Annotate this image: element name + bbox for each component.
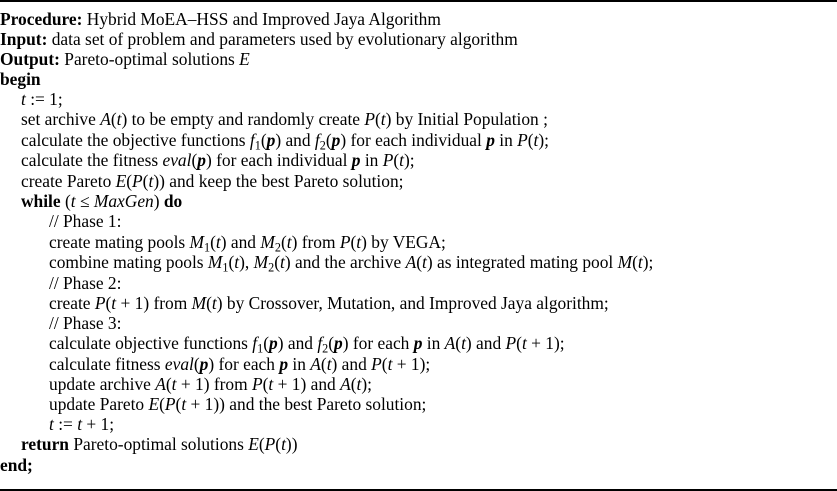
procedure-text: Hybrid MoEA–HSS and Improved Jaya Algorithm <box>86 9 441 29</box>
code-line-objectives: calculate the objective functions $f_1(p)$ and $f_2(p)$ for each individual p in P(t); <box>21 130 550 153</box>
return-keyword: return <box>21 434 69 454</box>
phase2-comment: // Phase 2: <box>49 273 122 293</box>
output-line <box>0 49 250 69</box>
code-line-fitness-2: calculate fitness eval(p) for each p in A(t) and P(t + 1); <box>49 354 431 374</box>
end-keyword: end; <box>0 455 33 475</box>
code-line-combine: combine mating pools $M_1(t)$, $M_2(t)$ and the archive A(t) as integrated mating pool M(t); <box>49 252 654 275</box>
top-rule <box>0 0 837 2</box>
input-label: Input: <box>0 29 48 49</box>
procedure-label: Procedure: <box>0 9 83 29</box>
output-var: E <box>239 49 250 69</box>
phase1-comment: // Phase 1: <box>49 211 122 231</box>
do-keyword: do <box>163 191 183 211</box>
input-line <box>0 29 518 49</box>
output-text: Pareto-optimal solutions <box>64 49 235 69</box>
code-line-mating-pools: create mating pools $M_1(t)$ and $M_2(t)$ from P(t) by VEGA; <box>49 232 446 255</box>
code-line-fitness: calculate the fitness eval(p) for each individual p in P(t); <box>21 150 415 170</box>
procedure-line <box>0 9 441 29</box>
begin-keyword: begin <box>0 69 41 89</box>
code-line-return: return Pareto-optimal solutions E(P(t)) <box>21 434 298 454</box>
code-line-init-t: t := 1; <box>21 89 63 109</box>
code-line-increment: t := t + 1; <box>49 414 115 434</box>
code-line-archive: set archive A(t) to be empty and randomly create P(t) by Initial Population ; <box>21 109 548 129</box>
phase3-comment: // Phase 3: <box>49 313 122 333</box>
code-line-update-archive: update archive A(t + 1) from P(t + 1) and A(t); <box>49 374 372 394</box>
return-text: Pareto-optimal solutions <box>73 434 244 454</box>
output-label: Output: <box>0 49 60 69</box>
code-line-crossover: create P(t + 1) from M(t) by Crossover, Mutation, and Improved Jaya algorithm; <box>49 293 609 313</box>
code-line-pareto: create Pareto E(P(t)) and keep the best Pareto solution; <box>21 171 404 191</box>
code-line-while: while (t ≤ MaxGen) do <box>21 191 183 211</box>
input-text: data set of problem and parameters used by evolutionary algorithm <box>51 29 518 49</box>
code-line-update-pareto: update Pareto E(P(t + 1)) and the best Pareto solution; <box>49 394 427 414</box>
code-line-objectives-2: calculate objective functions $f_1(p)$ and $f_2(p)$ for each p in A(t) and P(t + 1); <box>49 333 565 356</box>
while-keyword: while <box>21 191 61 211</box>
